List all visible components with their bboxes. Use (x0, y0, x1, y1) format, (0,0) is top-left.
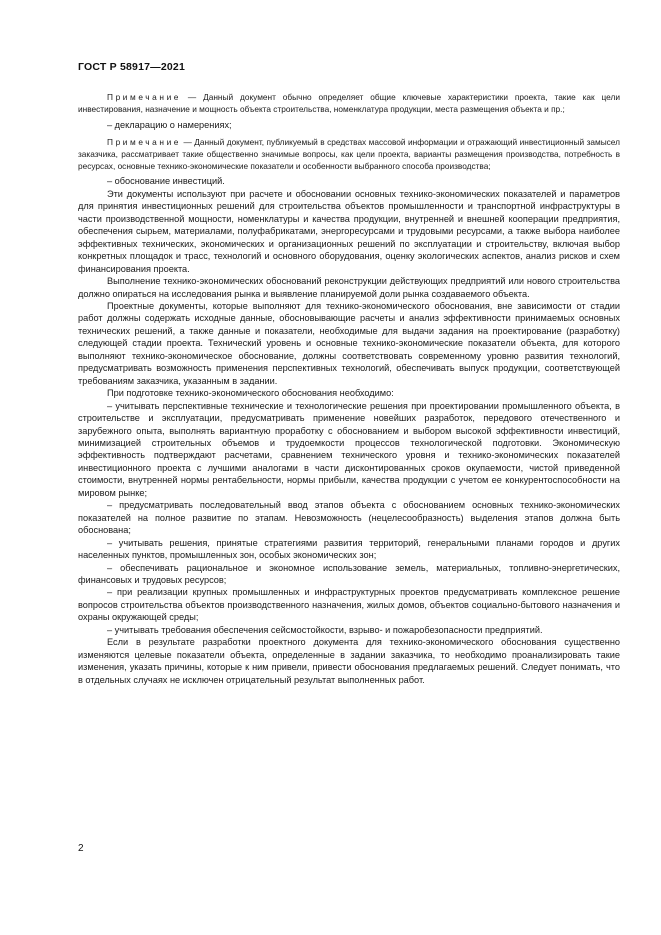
note-investment-goals (78, 91, 620, 115)
note-declaration (78, 136, 620, 172)
list-item-development-strategies: – учитывать решения, принятые стратегиями развития территорий, генеральными планами городов и других населенных пунктов, промышленных зон, особых экономических зон; (78, 537, 620, 561)
list-item-perspective-solutions: – учитывать перспективные технические и технологические решения при проектировании промышленного объекта, в строительстве и эксплуатации, предусматривать применение новейших разработок, передового отечественного и зарубежного опыта, выполнять вариантную проработку с обоснованием и выбором высокой эффективности инвестиций, минимизацией строительных объемов и трудоемкости процессов технологической подготовки. Экономическую эффективность подтверждают расчетами, сравнением технического уровня и технико-экономических показателей инвестиционного проекта с лучшими аналогами в части дисконтированных сроков окупаемости, чистой приведенной стоимости, внутренней нормы рентабельности, нормы прибыли, качества продукции с учетом ее конкурентоспособности на мировом рынке; (78, 400, 620, 498)
list-item-safety-requirements: – учитывать требования обеспечения сейсмостойкости, взрыво- и пожаробезопасности предприятий. (107, 624, 543, 635)
list-item-declaration: – декларацию о намерениях; (107, 119, 232, 130)
paragraph-market-research: Выполнение технико-экономических обоснований реконструкции действующих предприятий или нового строительства должно опираться на исследования рынка и выявление планируемой доли рынка создаваемого объекта. (78, 276, 620, 299)
paragraph-changes-analysis: Если в результате разработки проектного документа для технико-экономического обоснования существенно изменяются целевые показатели объекта, определенные в задании заказчика, то необходимо проанализировать такие изменения, указать причины, которые к ним привели, привести обоснования предлагаемых решений. Следует понимать, что в отдельных случаях не исключен отрицательный результат выполненных работ. (78, 637, 620, 685)
page-number: 2 (78, 843, 84, 854)
paragraph-documents-usage: Эти документы используют при расчете и обосновании основных технико-экономических показателей и параметров для принятия инвестиционных решений для строительства объектов промышленности и транспортной инфраструктуры в части производственной мощности, номенклатуры и качества продукции, внутренней и внешней кооперации предприятия, обеспечения сырьем, материалами, полуфабрикатами, энергоресурсами и трудовыми ресурсами, а также выбора наиболее эффективных технических, экономических и организационных решений по эксплуатации и строительству, включая выбор конкретных площадок и трасс, технологий и основного оборудования, оценку экологических аспектов, анализ рисков и схем финансирования проекта. (78, 188, 620, 274)
paragraph-project-documents: Проектные документы, которые выполняют для технико-экономического обоснования, вне зависимости от стадии работ должны содержать исходные данные, обосновывающие расчеты и анализ эффективности принимаемых основных технических решений, а также данные и показатели, необходимые для выдачи задания на проектирование (разработку) следующей стадии проекта. Технический уровень и основные технико-экономические показатели объекта, для которого выполняют технико-экономическое обоснование, должны соответствовать современному уровню развития технологий, предусматривать возможность применения перспективных технологий, обеспечивать выпуск продукции, соответствующей требованиям заказчика, указанным в задании. (78, 300, 620, 386)
list-item-resource-use: – обеспечивать рациональное и экономное использование земель, материальных, топливно-энергетических, финансовых и трудовых ресурсов; (78, 562, 620, 585)
paragraph-preparation-intro: При подготовке технико-экономического обоснования необходимо: (107, 388, 394, 399)
document-body (78, 91, 620, 686)
note-text: — Данный документ обычно определяет общие ключевые характеристики проекта, такие как цели инвестирования, назначение и мощность объекта строительства, номенклатура продукции, места размещения объекта и пр.; (78, 92, 620, 114)
list-item-stage-commissioning: – предусматривать последовательный ввод этапов объекта с обоснованием основных технико-экономических показателей на полное развитие по этапам. Невозможность (нецелесообразность) выделения этапов должна быть обоснована; (78, 500, 620, 536)
note-label: Примечание (107, 136, 182, 147)
list-item-complex-solutions: – при реализации крупных промышленных и инфраструктурных проектов предусматривать комплексное решение вопросов строительства объектов производственного назначения, жилых домов, объектов социально-бытового назначения и охраны окружающей среды; (78, 587, 620, 623)
standard-header: ГОСТ Р 58917—2021 (78, 61, 186, 73)
list-item-justification: – обоснование инвестиций. (107, 176, 225, 187)
note-label: Примечание (107, 92, 182, 102)
note-text: — Данный документ, публикуемый в средствах массовой информации и отражающий инвестиционный замысел заказчика, рассматривает такие общественно значимые вопросы, как цели проекта, варианты размещения производства, потребность в ресурсах, основные технико-экономические показатели и особенности выбранного способа производства; (78, 136, 620, 171)
